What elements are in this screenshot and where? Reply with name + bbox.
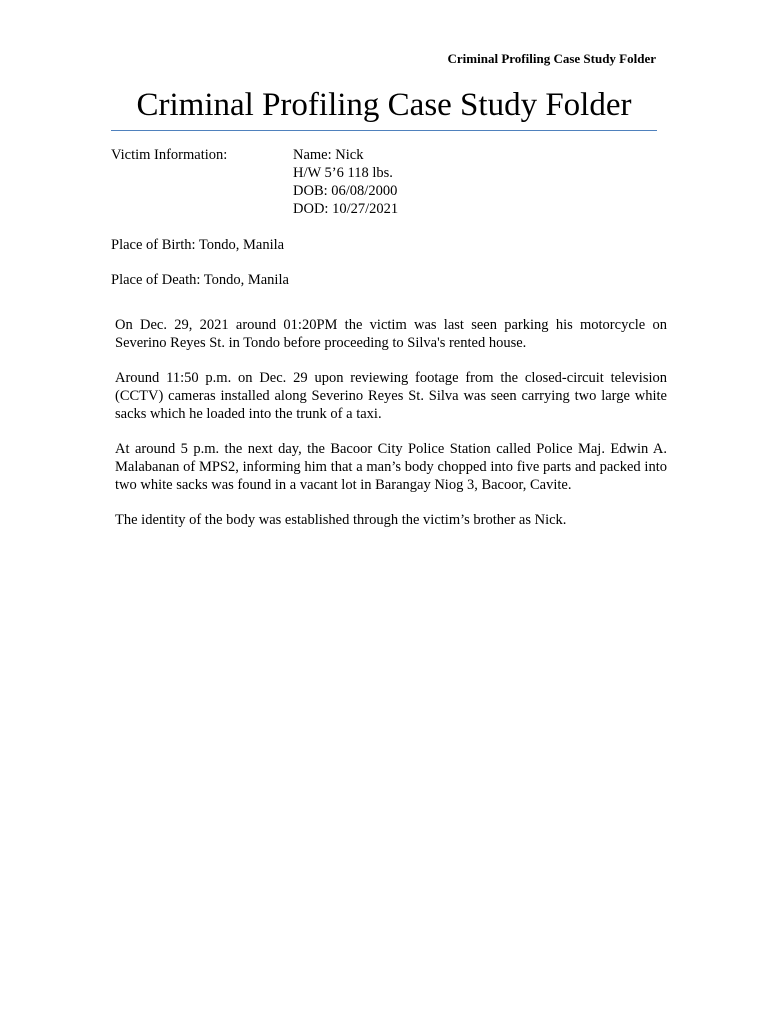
narrative-paragraph: The identity of the body was established through the victim’s brother as Nick. [115,512,567,528]
place-of-birth: Place of Birth: Tondo, Manila [111,237,285,253]
victim-details [293,146,398,218]
victim-name: Name: Nick [293,147,364,163]
document-title: Criminal Profiling Case Study Folder [136,87,632,123]
title-underline-rule [111,130,657,131]
narrative-paragraph: At around 5 p.m. the next day, the Bacoor City Police Station called Police Maj. Edwin A. Malabanan of MPS2, informing him that a man’s body chopped into five parts and packed into two white sacks was found in a vacant lot in Barangay Niog 3, Bacoor, Cavite. [115,441,667,493]
narrative-paragraph: Around 11:50 p.m. on Dec. 29 upon reviewing footage from the closed-circuit television (CCTV) cameras installed along Severino Reyes St. Silva was seen carrying two large white sacks which he loaded into the trunk of a taxi. [115,370,667,422]
running-header: Criminal Profiling Case Study Folder [447,51,656,66]
narrative-paragraph: On Dec. 29, 2021 around 01:20PM the victim was last seen parking his motorcycle on Severino Reyes St. in Tondo before proceeding to Silva's rented house. [115,317,667,351]
place-of-death: Place of Death: Tondo, Manila [111,272,289,288]
victim-height-weight: H/W 5’6 118 lbs. [293,165,393,181]
case-narrative [115,316,667,546]
victim-date-of-birth: DOB: 06/08/2000 [293,183,398,199]
victim-date-of-death: DOD: 10/27/2021 [293,201,399,217]
victim-information-label: Victim Information: [111,147,228,163]
